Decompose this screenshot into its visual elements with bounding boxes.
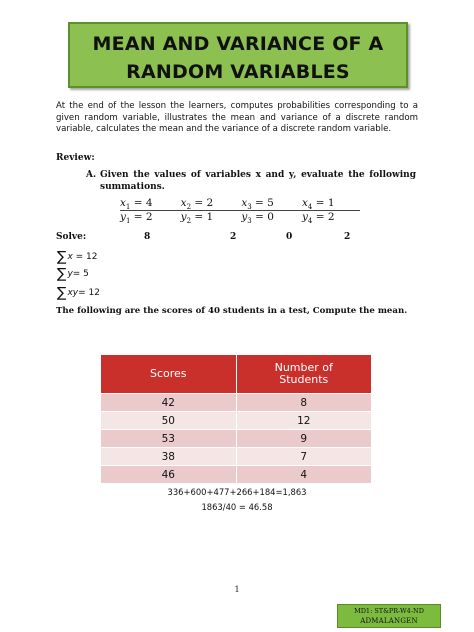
y-value-cell: $y_4 = 2$ [301, 211, 335, 226]
mean-prompt: The following are the scores of 40 students in a test, Compute the mean. [56, 306, 408, 316]
x-value-cell: $x_4 = 1$ [301, 197, 335, 212]
table-row [101, 448, 372, 466]
count-cell: 12 [236, 412, 372, 430]
solve-label: Solve: [56, 232, 87, 242]
title-line-1: MEAN AND VARIANCE OF A [92, 33, 384, 55]
item-a-letter: A. [86, 170, 97, 180]
page-number: 1 [234, 585, 240, 594]
score-cell: 53 [101, 430, 237, 448]
count-cell: 9 [236, 430, 372, 448]
variable-values-table [120, 197, 360, 224]
footer-badge [337, 604, 441, 628]
x-values-row [120, 197, 360, 211]
footer-name: ADMALANGEN [360, 617, 418, 625]
x-value-cell: $x_1 = 4$ [120, 197, 153, 212]
count-cell: 8 [236, 394, 372, 412]
y-value-cell: $y_1 = 2$ [120, 211, 153, 226]
solve-value: 2 [344, 232, 351, 242]
x-value-cell: $x_3 = 5$ [241, 197, 274, 212]
x-value-cell: $x_2 = 2$ [180, 197, 214, 212]
header-scores: Scores [101, 355, 237, 394]
title-line-2: RANDOM VARIABLES [126, 61, 350, 83]
intro-paragraph: At the end of the lesson the learners, computes probabilities corresponding to a given random variable, illustrates the mean and variance of a discrete random variable, calculates the mean and the variance of a discrete random variable. [56, 101, 418, 135]
sum-x: ∑x = 12 [57, 249, 98, 265]
count-cell: 7 [236, 448, 372, 466]
scores-table [100, 354, 372, 484]
calc-mean-line: 1863/40 = 46.58 [201, 502, 273, 512]
solve-value: 2 [230, 232, 237, 242]
solve-value: 8 [144, 232, 151, 242]
review-item-a [86, 170, 416, 193]
sum-xy: ∑xy= 12 [57, 285, 100, 301]
table-row [101, 430, 372, 448]
footer-code: MD1: ST&PR-W4-ND [354, 607, 424, 615]
count-cell: 4 [236, 466, 372, 484]
score-cell: 38 [101, 448, 237, 466]
table-header-row [101, 355, 372, 394]
calc-sum-line: 336+600+477+266+184=1,863 [167, 487, 307, 497]
score-cell: 42 [101, 394, 237, 412]
y-value-cell: $y_3 = 0$ [241, 211, 274, 226]
y-values-row [120, 211, 360, 224]
item-a-text: Given the values of variables x and y, evaluate the following summations. [100, 170, 416, 192]
score-cell: 50 [101, 412, 237, 430]
table-row [101, 466, 372, 484]
review-label: Review: [56, 153, 95, 163]
table-row [101, 394, 372, 412]
title-banner [68, 22, 408, 88]
table-row [101, 412, 372, 430]
solve-value: 0 [286, 232, 293, 242]
header-number-of-students: Number of Students [236, 355, 372, 394]
y-value-cell: $y_2 = 1$ [180, 211, 214, 226]
score-cell: 46 [101, 466, 237, 484]
sum-y: ∑y= 5 [57, 266, 89, 282]
